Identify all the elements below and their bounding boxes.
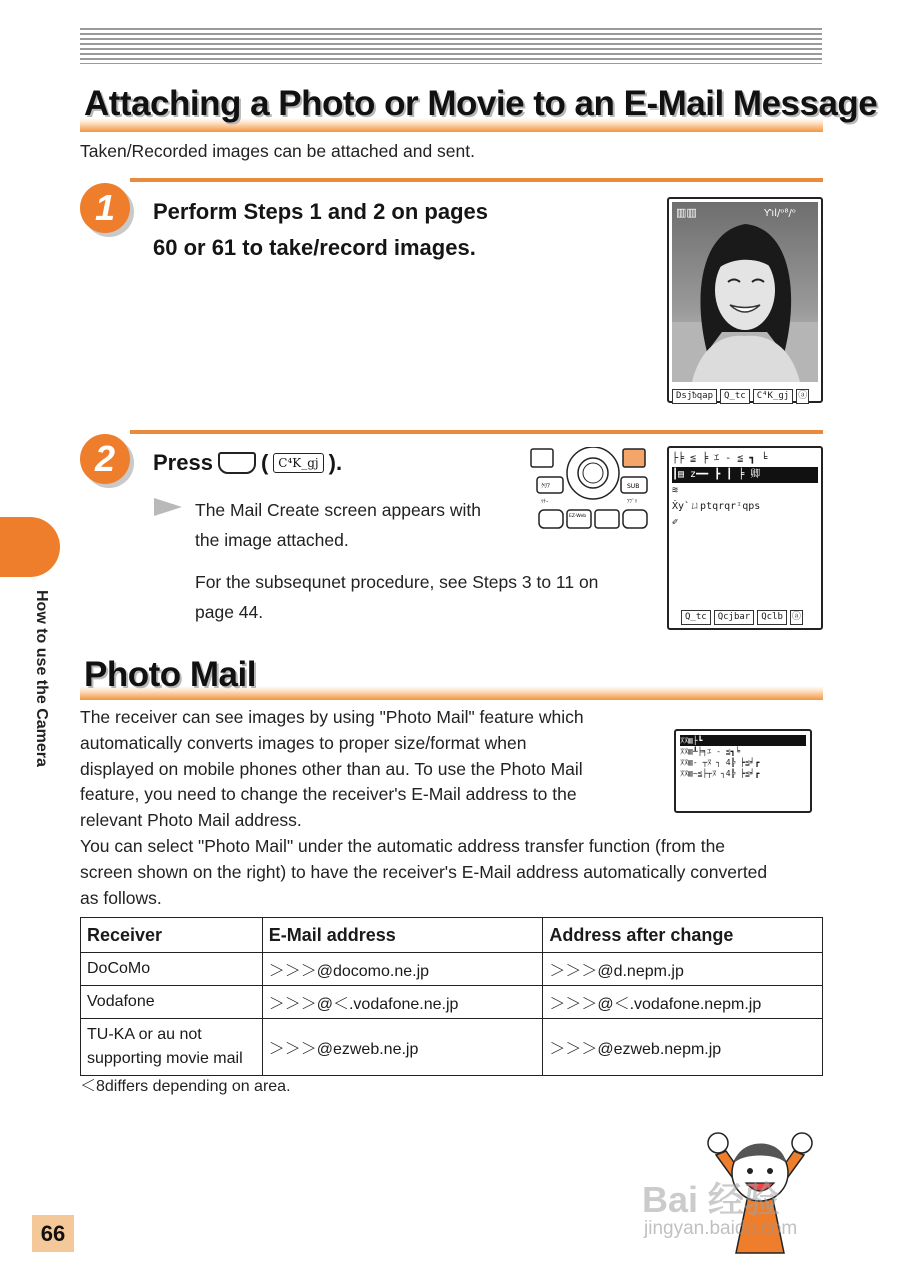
pm-screen-row1[interactable]: ﾇﾇ▥┸╞╕ｴ - ≦┓╘ <box>680 747 741 756</box>
ezweb-key-label: EZ-Web <box>569 514 587 519</box>
softkey-3[interactable]: C⁴K_gj <box>753 389 794 404</box>
cell-receiver: Vodafone <box>81 986 263 1019</box>
signal-icon: Ƴıl/ᵒ⁸/ᵒ <box>764 208 797 219</box>
arrow-icon <box>154 498 182 516</box>
intro-text: Taken/Recorded images can be attached and sent. <box>80 141 475 161</box>
header-stripes <box>80 28 822 64</box>
para2-line1: You can select "Photo Mail" under the automatic address transfer function (from the <box>80 836 726 856</box>
clear-key-label: ｸﾘｱ <box>541 483 551 490</box>
side-tab <box>0 517 60 577</box>
cell-email: ＞＞＞@ezweb.ne.jp <box>262 1019 543 1076</box>
sub-key-label: SUB <box>627 483 640 490</box>
pm-screen-row3[interactable]: ﾇﾇ▥~≦├┬ﾇ ┐4╠ ┝≦╛┏ <box>680 769 760 778</box>
photo-mail-para2 <box>80 834 825 911</box>
header-after: Address after change <box>543 918 823 953</box>
mail-softkeys <box>681 610 803 625</box>
mail-key-icon <box>218 452 256 474</box>
address-table <box>80 917 823 1076</box>
photo-mail-para1 <box>80 705 640 834</box>
mail-screen-row4[interactable]: ✐ <box>672 517 679 528</box>
mail-softkey-1[interactable]: Q_tc <box>681 610 711 625</box>
para1-line5: relevant Photo Mail address. <box>80 810 302 831</box>
table-row <box>81 953 823 986</box>
close-paren: ). <box>328 450 343 475</box>
photo-mail-screen <box>674 729 812 813</box>
press-label: Press <box>153 450 213 475</box>
battery-icon: ▥▥ <box>676 206 697 219</box>
mail-softkey-2[interactable]: Qcjbar <box>714 610 755 625</box>
key-label: C⁴K_gj <box>273 453 323 473</box>
camera-softkeys <box>672 389 818 404</box>
pm-screen-row2[interactable]: ﾇﾇ▥- ┬ﾇ ┐ 4╠ ┝≦╛┏ <box>680 758 760 767</box>
photo-image <box>672 202 818 382</box>
cell-after: ＞＞＞@ezweb.nepm.jp <box>543 1019 823 1076</box>
para1-line2: automatically converts images to proper size/format when <box>80 732 527 753</box>
mail-screen-header: ├╞ ≦ ╞ ｴ - ≦ ┓ ╘ <box>672 453 768 464</box>
watermark-url: jingyan.baidu.com <box>644 1218 798 1239</box>
para2-line2: screen shown on the right) to have the receiver's E-Mail address automatically converted <box>80 861 768 882</box>
mail-softkey-4[interactable]: ⓐ <box>790 610 803 625</box>
step1-line <box>130 178 823 182</box>
side-label: How to use the Camera <box>33 590 50 767</box>
appli-key-label: ｱﾌﾟﾘ <box>627 499 638 505</box>
mail-create-screen <box>667 446 823 630</box>
mail-screen-row3[interactable]: Ẋy`ㄩptqrqrᶦqps <box>672 501 761 512</box>
cell-receiver: TU-KA or au not supporting movie mail <box>81 1019 263 1076</box>
camera-screen <box>667 197 823 403</box>
table-row <box>81 1019 823 1076</box>
note-line1: For the subsequnet procedure, see Steps 3 to 11 on <box>195 572 599 592</box>
softkey-1[interactable]: Dsjᵬqap <box>672 389 717 404</box>
cell-email: ＞＞＞@docomo.ne.jp <box>262 953 543 986</box>
para1-line1: The receiver can see images by using "Photo Mail" feature which <box>80 707 584 727</box>
page-number: 66 <box>32 1215 74 1252</box>
step1-badge: 1 <box>80 183 130 233</box>
softkey-2[interactable]: Q_tc <box>720 389 750 404</box>
step2-badge: 2 <box>80 434 130 484</box>
mail-screen-row1[interactable]: ┃▤ z━━ ┣ ┃ ╞ 卿 <box>672 467 818 483</box>
note-line2: page 44. <box>195 602 264 622</box>
step1-line2: 60 or 61 to take/record images. <box>153 235 476 260</box>
page-title: Attaching a Photo or Movie to an E-Mail Message <box>84 84 878 123</box>
cell-after: ＞＞＞@＜.vodafone.nepm.jp <box>543 986 823 1019</box>
header-receiver: Receiver <box>81 918 263 953</box>
para1-line4: feature, you need to change the receiver's E-Mail address to the <box>80 784 577 805</box>
cell-after: ＞＞＞@d.nepm.jp <box>543 953 823 986</box>
table-row <box>81 986 823 1019</box>
mail-screen-row2[interactable]: ≋ <box>672 485 679 496</box>
photo-mail-title: Photo Mail <box>84 655 256 694</box>
result-line1: The Mail Create screen appears with <box>195 500 481 520</box>
step2-line <box>130 430 823 434</box>
manner-key-label: ﾏﾅｰ <box>541 499 549 505</box>
para2-line3: as follows. <box>80 887 162 908</box>
mail-softkey-3[interactable]: Qclb <box>757 610 787 625</box>
note-text <box>195 567 598 627</box>
result-line2: the image attached. <box>195 530 349 550</box>
keypad-illustration <box>529 447 657 531</box>
table-footnote: ＜8differs depending on area. <box>80 1078 291 1095</box>
softkey-4[interactable]: ⓐ <box>796 389 809 404</box>
result-text <box>195 495 481 555</box>
cell-email: ＞＞＞@＜.vodafone.ne.jp <box>262 986 543 1019</box>
watermark-logo: Bai 经验 <box>642 1179 781 1220</box>
cell-receiver: DoCoMo <box>81 953 263 986</box>
header-email: E-Mail address <box>262 918 543 953</box>
pm-screen-header: ﾇﾇ▥├┗ <box>680 735 806 746</box>
step2-heading: Press ( C⁴K_gj ). <box>153 445 342 481</box>
step1-line1: Perform Steps 1 and 2 on pages <box>153 199 488 224</box>
table-header-row <box>81 918 823 953</box>
para1-line3: displayed on mobile phones other than au. To use the Photo Mail <box>80 758 583 779</box>
